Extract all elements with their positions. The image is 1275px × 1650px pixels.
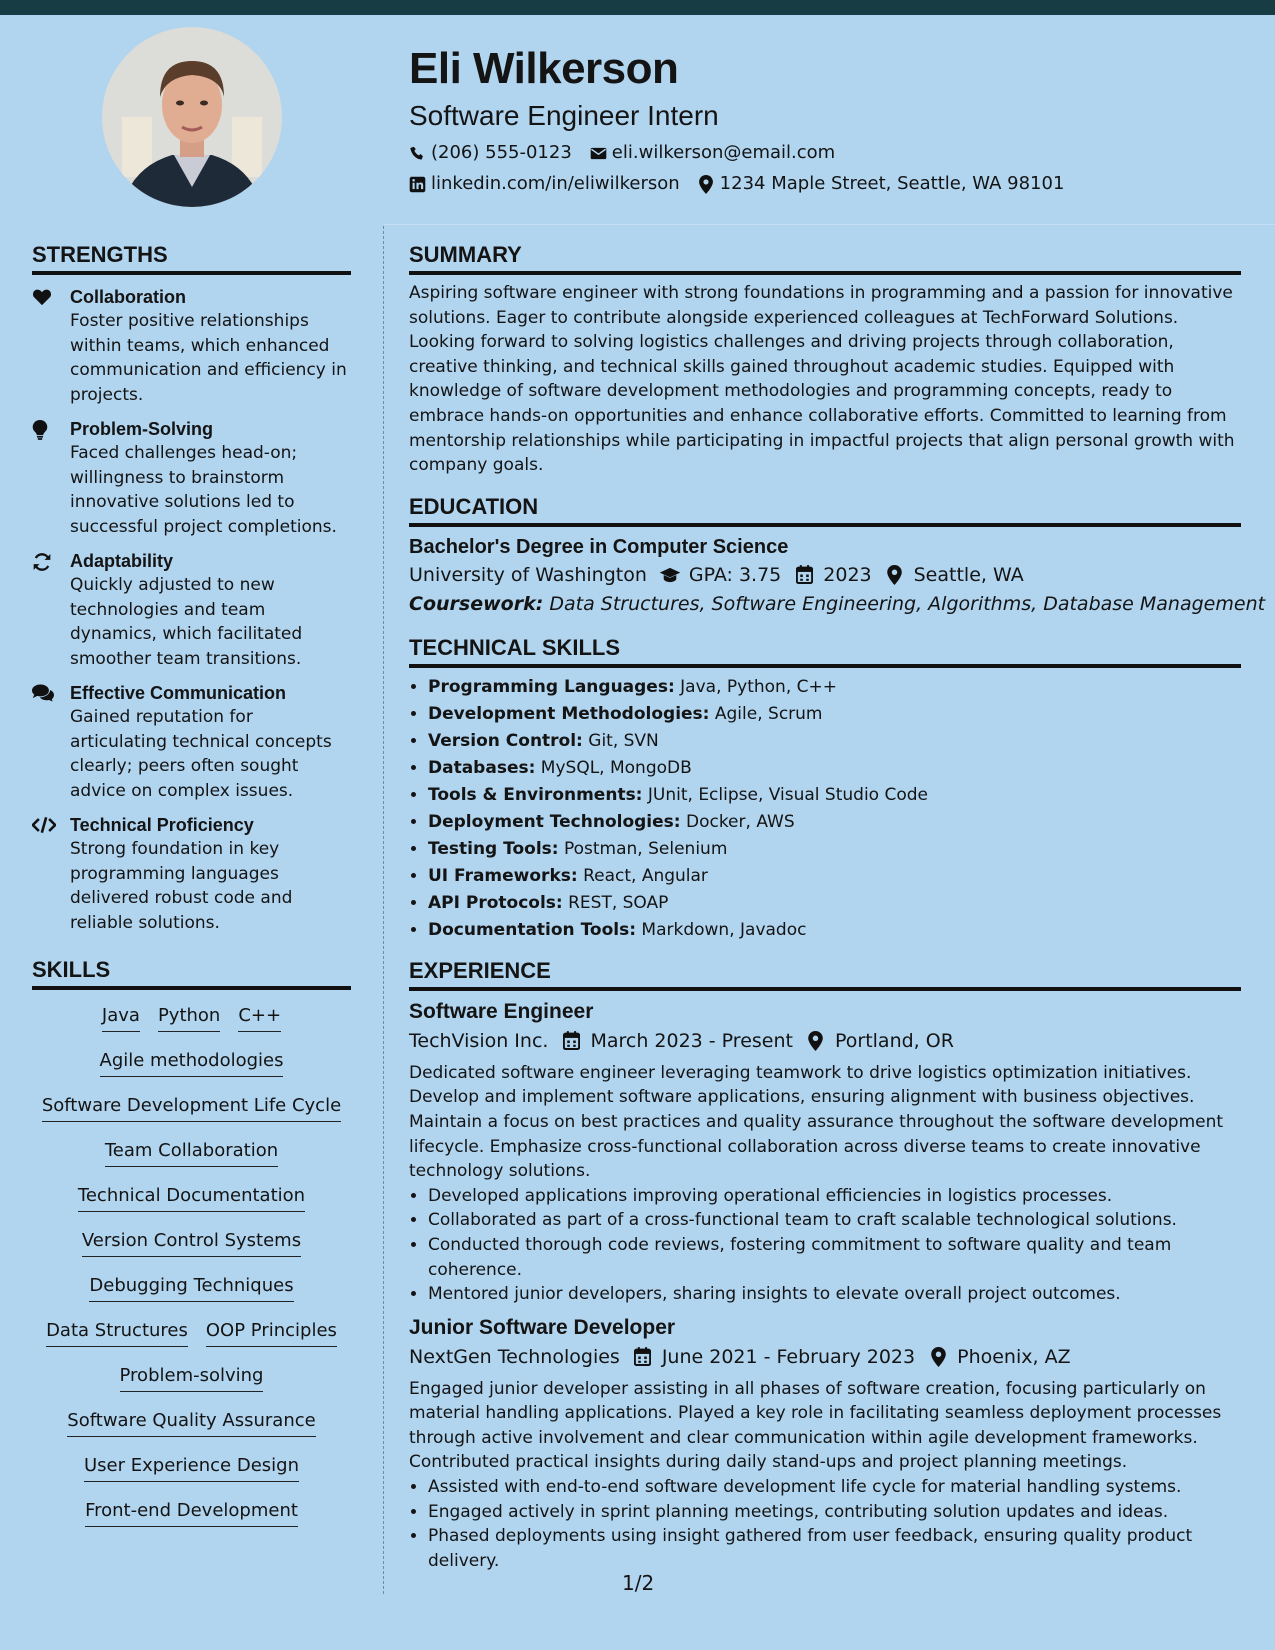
linkedin-contact[interactable]: [409, 172, 680, 196]
experience-heading: EXPERIENCE: [409, 956, 1241, 991]
degree-title: Bachelor's Degree in Computer Science: [409, 535, 789, 558]
map-marker-icon: [927, 1347, 949, 1367]
skill-tag: Java: [102, 1004, 140, 1032]
job-dates: March 2023 - Present: [590, 1029, 793, 1052]
strength-item: [32, 681, 351, 803]
skill-tag: OOP Principles: [206, 1319, 337, 1347]
contact-row-1: [409, 141, 1249, 165]
skill-tag: Technical Documentation: [78, 1184, 305, 1212]
strength-title: Effective Communication: [70, 683, 287, 703]
list-item: • Testing Tools: Postman, Selenium: [428, 836, 1241, 863]
envelope-icon: [590, 145, 607, 162]
list-item: • UI Frameworks: React, Angular: [428, 863, 1241, 890]
address-text: 1234 Maple Street, Seattle, WA 98101: [719, 173, 1065, 194]
column-divider: [383, 226, 384, 1594]
sync-icon: [32, 552, 52, 572]
company-name: NextGen Technologies: [409, 1345, 620, 1368]
technical-skills-list: [409, 674, 1241, 944]
job-location: Portland, OR: [834, 1029, 954, 1052]
strength-desc: Faced challenges head-on; willingness to brainstorm innovative solutions led to successful project completions.: [70, 443, 337, 537]
list-item: • Collaborated as part of a cross-functional team to craft scalable technological solutions.: [428, 1208, 1241, 1233]
code-icon: [32, 816, 56, 834]
list-item: • Documentation Tools: Markdown, Javadoc: [428, 917, 1241, 944]
calendar-icon: [793, 565, 815, 585]
strengths-heading: STRENGTHS: [32, 240, 351, 275]
skill-tag: Software Quality Assurance: [67, 1409, 315, 1437]
coursework-text: Data Structures, Software Engineering, Algorithms, Database Management: [549, 592, 1266, 615]
comments-icon: [32, 684, 54, 702]
phone-icon: [409, 145, 426, 162]
job-title: Junior Software Developer: [409, 1315, 676, 1339]
right-column: [409, 240, 1266, 1573]
strength-item: [32, 417, 351, 539]
strength-desc: Gained reputation for articulating technical concepts clearly; peers often sought advice on complex issues.: [70, 707, 332, 801]
skill-tag: User Experience Design: [84, 1454, 299, 1482]
map-marker-icon: [884, 565, 906, 585]
phone-contact[interactable]: [409, 141, 572, 165]
job-entry: [409, 997, 1241, 1307]
job-bullets: [409, 1184, 1241, 1307]
phone-text: (206) 555-0123: [431, 142, 572, 163]
education-meta: [409, 561, 1241, 589]
list-item: • API Protocols: REST, SOAP: [428, 890, 1241, 917]
strength-desc: Foster positive relationships within teams, which enhanced communication and efficiency in projects.: [70, 311, 347, 405]
map-marker-icon: [698, 176, 715, 193]
candidate-title: Software Engineer Intern: [409, 100, 719, 131]
strength-title: Adaptability: [70, 551, 174, 571]
list-item: • Developed applications improving operational efficiencies in logistics processes.: [428, 1184, 1241, 1209]
job-description: Dedicated software engineer leveraging teamwork to drive logistics optimization initiatives. Develop and implement software applications, ensuring alignment with business objectives. Maintain a focus on best practices and quality assurance throughout the software development lifecycle. Emphasize cross-functional collaboration across diverse teams to create innovative technology solutions.: [409, 1062, 1224, 1182]
contact-row-2: [409, 172, 1249, 196]
job-meta: [409, 1343, 1241, 1371]
list-item: • Databases: MySQL, MongoDB: [428, 755, 1241, 782]
skill-tag: C++: [238, 1004, 281, 1032]
resume-header: [409, 40, 1249, 196]
strength-desc: Strong foundation in key programming languages delivered robust code and reliable solutions.: [70, 839, 293, 933]
coursework: [409, 589, 1266, 619]
page-number: 1/2: [622, 1571, 655, 1595]
job-title: Software Engineer: [409, 999, 594, 1023]
email-text: eli.wilkerson@email.com: [611, 142, 836, 163]
list-item: • Deployment Technologies: Docker, AWS: [428, 809, 1241, 836]
summary-heading: SUMMARY: [409, 240, 1241, 275]
candidate-name: Eli Wilkerson: [409, 44, 679, 93]
school-name: University of Washington: [409, 563, 647, 586]
skill-tag: Debugging Techniques: [89, 1274, 293, 1302]
job-location: Phoenix, AZ: [957, 1345, 1071, 1368]
job-description: Engaged junior developer assisting in all phases of software creation, focusing particularly on material handling applications. Played a key role in facilitating seamless deployment processes through active involvement and clear communication within agile development frameworks. Contributed practical insights during daily stand-ups and project planning meetings.: [409, 1378, 1222, 1473]
education-heading: EDUCATION: [409, 492, 1241, 527]
skill-tag: Problem-solving: [120, 1364, 264, 1392]
strength-title: Technical Proficiency: [70, 815, 254, 835]
skill-tag: Version Control Systems: [82, 1229, 301, 1257]
strength-item: [32, 813, 351, 935]
linkedin-icon: [409, 176, 426, 193]
gpa-text: GPA: 3.75: [688, 563, 782, 586]
job-entry: [409, 1313, 1241, 1574]
school-location: Seattle, WA: [913, 563, 1024, 586]
skill-tag: Agile methodologies: [100, 1049, 284, 1077]
strength-item: [32, 549, 351, 671]
list-item: • Version Control: Git, SVN: [428, 728, 1241, 755]
header-divider: [384, 224, 1275, 225]
list-item: • Conducted thorough code reviews, fostering commitment to software quality and team coherence.: [428, 1233, 1241, 1282]
list-item: • Phased deployments using insight gathered from user feedback, ensuring quality product delivery.: [428, 1524, 1241, 1573]
address-contact: [698, 172, 1065, 196]
job-bullets: [409, 1475, 1241, 1573]
calendar-icon: [632, 1347, 654, 1367]
company-name: TechVision Inc.: [409, 1029, 549, 1052]
left-column: [32, 240, 351, 1544]
linkedin-text: linkedin.com/in/eliwilkerson: [431, 173, 680, 194]
skill-tag: Data Structures: [46, 1319, 188, 1347]
strength-title: Problem-Solving: [70, 419, 214, 439]
skill-tag: Software Development Life Cycle: [42, 1094, 341, 1122]
graduation-year: 2023: [823, 563, 872, 586]
calendar-icon: [560, 1031, 582, 1051]
skill-tag: Front-end Development: [85, 1499, 298, 1527]
list-item: • Tools & Environments: JUnit, Eclipse, Visual Studio Code: [428, 782, 1241, 809]
strength-title: Collaboration: [70, 287, 186, 307]
top-bar: [0, 0, 1275, 15]
list-item: • Programming Languages: Java, Python, C++: [428, 674, 1241, 701]
profile-photo: [102, 27, 282, 207]
skills-list: [32, 1004, 351, 1544]
skill-tag: Python: [158, 1004, 220, 1032]
summary-text: Aspiring software engineer with strong foundations in programming and a passion for innovative solutions. Eager to contribute alongside experienced colleagues at TechForward Solutions. Looking forward to solving logistics challenges and driving projects through collaboration, creative thinking, and technical skills gained throughout academic studies. Equipped with knowledge of software development methodologies and programming concepts, ready to embrace hands-on opportunities and enhance collaborative efforts. Committed to learning from mentorship relationships while participating in impactful projects that align personal growth with company goals.: [409, 283, 1235, 476]
coursework-label: Coursework:: [409, 592, 544, 615]
list-item: • Mentored junior developers, sharing insights to elevate overall project outcomes.: [428, 1282, 1241, 1307]
job-meta: [409, 1027, 1241, 1055]
strength-desc: Quickly adjusted to new technologies and team dynamics, which facilitated smoother team transitions.: [70, 575, 303, 669]
map-marker-icon: [805, 1031, 827, 1051]
skills-heading: SKILLS: [32, 955, 351, 990]
skill-tag: Team Collaboration: [105, 1139, 278, 1167]
job-dates: June 2021 - February 2023: [661, 1345, 916, 1368]
lightbulb-icon: [32, 420, 48, 440]
email-contact[interactable]: [590, 141, 835, 165]
strength-item: [32, 285, 351, 407]
list-item: • Engaged actively in sprint planning meetings, contributing solution updates and ideas.: [428, 1500, 1241, 1525]
heart-icon: [32, 288, 52, 306]
technical-skills-heading: TECHNICAL SKILLS: [409, 633, 1241, 668]
graduation-cap-icon: [659, 565, 681, 585]
list-item: • Assisted with end-to-end software development life cycle for material handling systems.: [428, 1475, 1241, 1500]
list-item: • Development Methodologies: Agile, Scrum: [428, 701, 1241, 728]
